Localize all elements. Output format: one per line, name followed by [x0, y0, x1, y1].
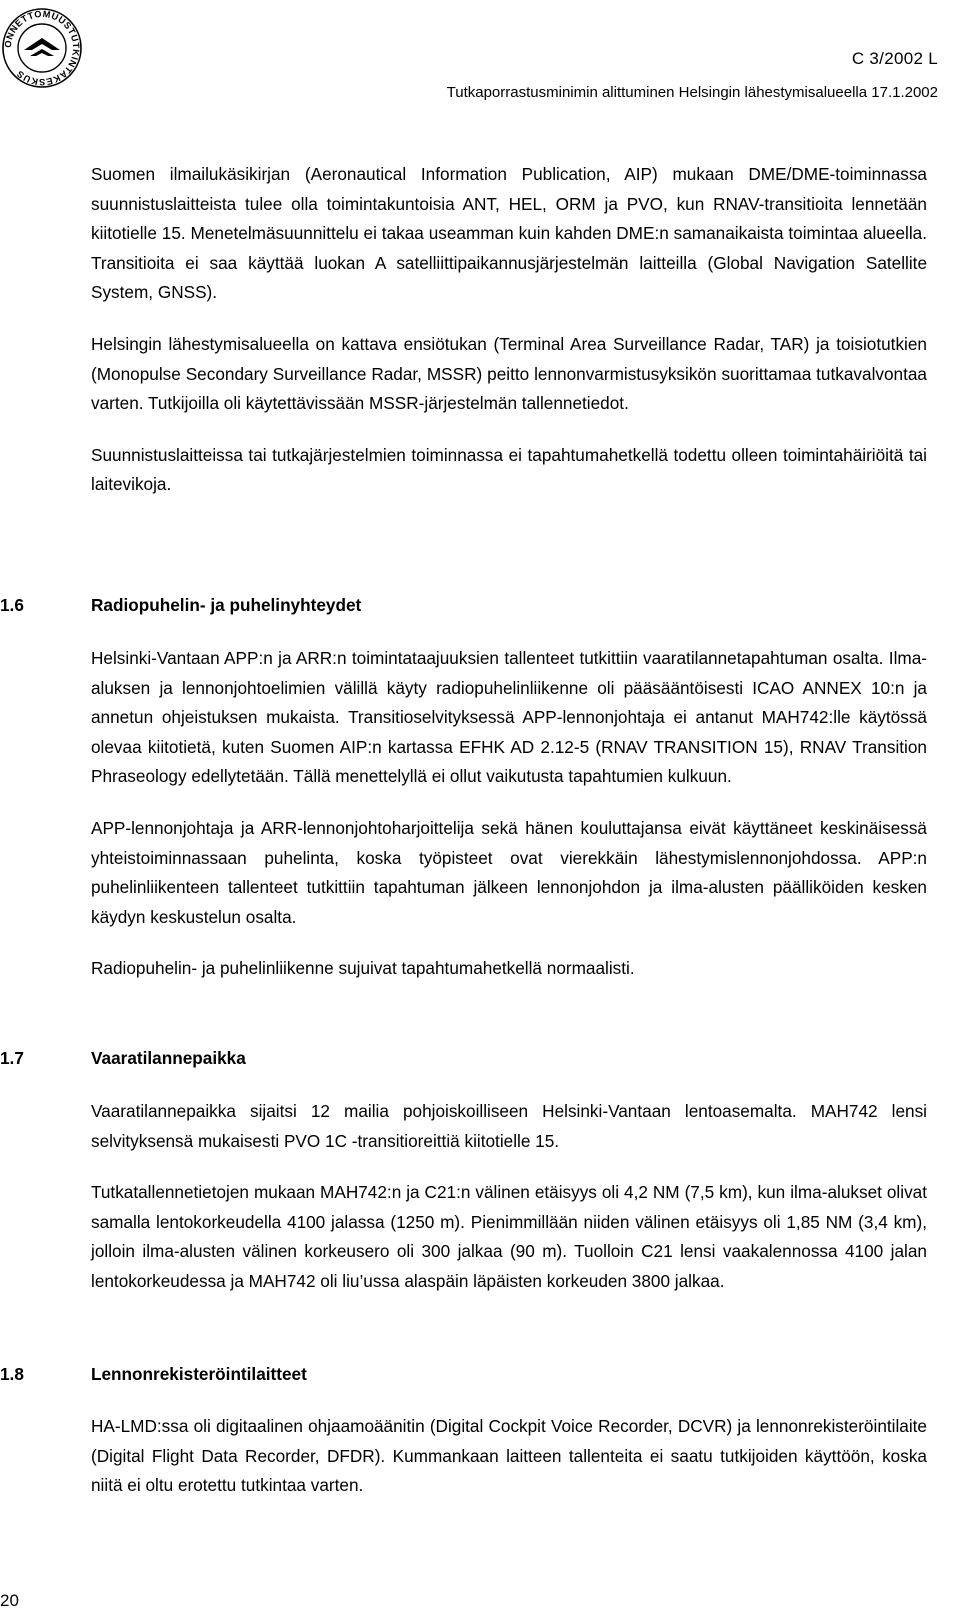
paragraph: Tutkatallennetietojen mukaan MAH742:n ja C21:n välinen etäisyys oli 4,2 NM (7,5 km), kun ilma-alukset olivat samalla lentokorkeudella 4100 jalassa (1250 m). Pienimmillään niiden välinen etäisyys oli 1,85 NM (3,4 km), jolloin ilma-alusten välinen korkeusero oli 300 jalkaa (90 m). Tuolloin C21 lensi vaakalennossa 4100 jalan lentokorkeudessa ja MAH742 oli liu’ussa alaspäin läpäisten korkeuden 3800 jalkaa.	[91, 1182, 927, 1291]
paragraph: Suunnistuslaitteissa tai tutkajärjestelmien toiminnassa ei tapahtumahetkellä todettu olleen toimintahäiriöitä tai laitevikoja.	[91, 444, 927, 495]
paragraph: Suomen ilmailukäsikirjan (Aeronautical Information Publication, AIP) mukaan DME/DME-toiminnassa suunnistuslaitteista tulee olla toimintakuntoisia ANT, HEL, ORM ja PVO, kun RNAV-transitioita lennetään kiitotielle 15. Menetelmäsuunnittelu ei takaa useamman kuin kahden DME:n samanaikaista toimintaa alueella. Transitioita ei saa käyttää luokan A satelliittipaikannusjärjestelmän laitteilla (Global Navigation Satellite System, GNSS).	[91, 164, 927, 303]
paragraph: Helsinki-Vantaan APP:n ja ARR:n toimintataajuuksien tallenteet tutkittiin vaaratilannetapahtuman osalta. Ilma-aluksen ja lennonjohtoelimien välillä käyty radiopuhelinliikenne oli pääsääntöisesti ICAO ANNEX 10:n ja annetun ohjeistuksen mukaista. Transitioselvityksessä APP-lennonjohtaja ei antanut MAH742:lle käytössä olevaa kiitotietä, kuten Suomen AIP:n kartassa EFHK AD 2.12-5 (RNAV TRANSITION 15), RNAV Transition Phraseology edellytetään. Tällä menettelyllä ei ollut vaikutusta tapahtumien kulkuun.	[91, 648, 927, 787]
section-1-6-text	[91, 644, 927, 1006]
organization-logo	[0, 0, 86, 100]
page-number: 20	[0, 1591, 19, 1610]
section-number: 1.7	[0, 1048, 24, 1068]
report-subtitle: Tutkaporrastusminimin alittuminen Helsingin lähestymisalueella 17.1.2002	[446, 84, 938, 101]
paragraph: APP-lennonjohtaja ja ARR-lennonjohtoharjoittelija sekä hänen kouluttajansa eivät käyttäneet keskinäisessä yhteistoiminnassaan puhelinta, koska työpisteet ovat vierekkäin lähestymislennonjohdossa. APP:n puhelinliikenteen tallenteet tutkittiin tapahtuman jälkeen lennonjohdon ja ilma-alusten päälliköiden kesken käydyn keskustelun osalta.	[91, 817, 927, 927]
section-title: Vaaratilannepaikka	[91, 1048, 246, 1068]
section-number: 1.8	[0, 1364, 24, 1384]
paragraph: Radiopuhelin- ja puhelinliikenne sujuivat tapahtumahetkellä normaalisti.	[91, 958, 635, 979]
section-1-7-text	[91, 1097, 927, 1319]
intro-text-block	[91, 160, 927, 522]
logo-text: ONNETTOMUUSTUTKINTAKESKUS	[2, 8, 82, 88]
paragraph: HA-LMD:ssa oli digitaalinen ohjaamoäänitin (Digital Cockpit Voice Recorder, DCVR) ja lennonrekisteröintilaite (Digital Flight Data Recorder, DFDR). Kummankaan laitteen tallenteita ei saatu tutkijoiden käyttöön, koska niitä ei oltu erotettu tutkintaa varten.	[91, 1416, 927, 1496]
page-header	[447, 48, 938, 103]
wing-emblem-icon	[24, 38, 60, 56]
section-title: Radiopuhelin- ja puhelinyhteydet	[91, 595, 362, 615]
section-1-8-text	[91, 1412, 927, 1523]
paragraph: Vaaratilannepaikka sijaitsi 12 mailia pohjoiskoilliseen Helsinki-Vantaan lentoasemalta. MAH742 lensi selvityksensä mukaisesti PVO 1C -transitioreittiä kiitotielle 15.	[91, 1101, 927, 1151]
report-code: C 3/2002 L	[851, 49, 938, 68]
paragraph: Helsingin lähestymisalueella on kattava ensiötukan (Terminal Area Surveillance Radar, TAR) ja toisiotutkien (Monopulse Secondary Surveillance Radar, MSSR) peitto lennonvarmistusyksikön suorittamaa tutkavalvontaa varten. Tutkijoilla oli käytettävissään MSSR-järjestelmän tallennetiedot.	[91, 333, 927, 414]
section-title: Lennonrekisteröintilaitteet	[91, 1364, 307, 1384]
section-number: 1.6	[0, 595, 24, 615]
